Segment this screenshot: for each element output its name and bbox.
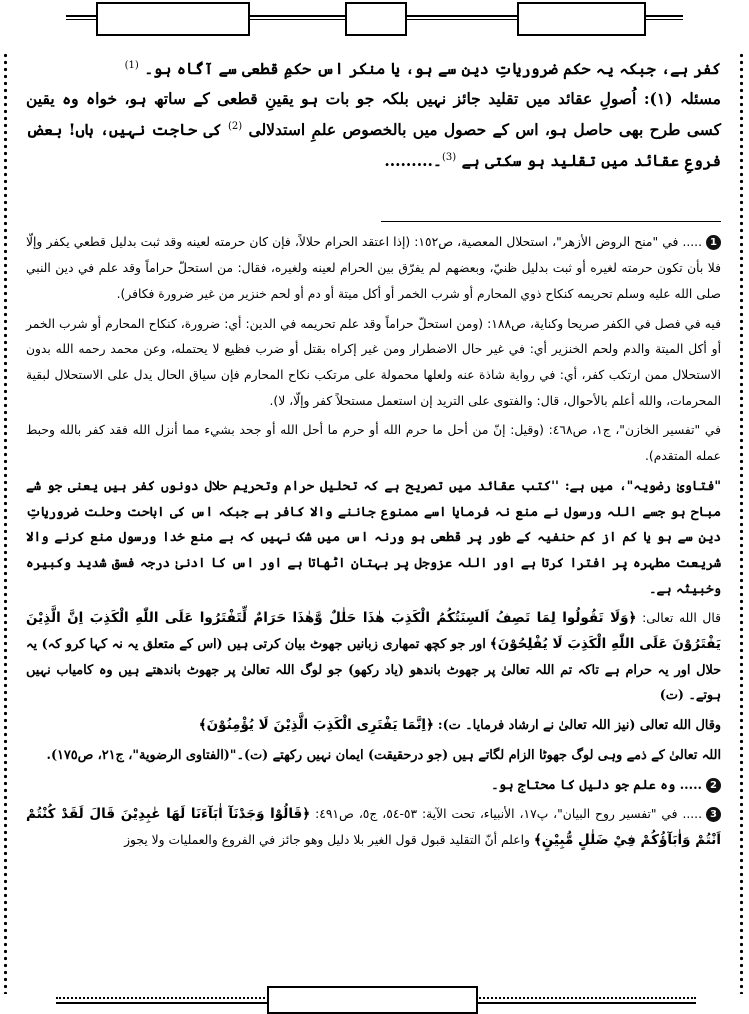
footnote-1-quran-1: قال الله تعالى: ﴿وَلَا تَقُولُوا لِمَا تَصِفُ اَلسِنَتُكُمُ الْكَذِبَ هٰذَا حَلٰلٌ وَّهٰذَا حَرَامٌ لِّتَفْتَرُوا عَلَى اللّٰهِ الْكَذِبَ اِنَّ الَّذِيْنَ يَفْتَرُوْنَ عَلَى اللّٰهِ الْكَذِبَ لَا يُفْلِحُوْنَ﴾ اور جو کچھ تمھاری زبانیں جھوٹ بیان کرتی ہیں (اس کے متعلق یہ نہ کہا کرو کہ) یہ حلال اور یہ حرام ہے تاکہ تم اللہ تعالیٰ پر جھوٹ باندھو (یاد رکھو) جو لوگ اللہ تعالیٰ پر جھوٹ باندھتے ہیں وہ کامیاب نہیں ہوتے۔ (ت) [26, 610, 721, 704]
header-box-right [517, 2, 646, 36]
footnote-1-quran-2: وقال الله تعالى (نیز اللہ تعالیٰ نے ارشاد فرمایا۔ ت): ﴿اِنَّمَا يَفْتَرِى الْكَذِبَ الَّذِيْنَ لَا يُؤْمِنُوْنَ﴾ [198, 717, 721, 734]
quran-verse-2: ﴿اِنَّمَا يَفْتَرِى الْكَذِبَ الَّذِيْنَ لَا يُؤْمِنُوْنَ﴾ [198, 717, 434, 734]
footnote-number-2: 2 [706, 778, 721, 793]
right-ornament-border [740, 52, 743, 994]
quran-verse-3: ﴿قَالُوْا وَجَدْنَآ اٰبَآءَنَا لَهَا عٰبِدِيْنَ قَالَ لَقَدْ كُنْتُمْ اَنْتُمْ وَاٰبَآؤُكُمْ فِيْ ضَلٰلٍ مُّبِيْنٍ﴾ [26, 806, 721, 848]
footnote-separator [381, 221, 721, 222]
footnote-1-para-3: في "تفسير الخازن"، ج١، ص٤٦٨: (وقيل: إنّ من أحل ما حرم الله أو حرم ما أحل الله أو جحد بشيء مما أنزل الله فقد كفر بالله وحبط عمله المتقدم). [26, 423, 721, 464]
footnote-number-1: 1 [706, 235, 721, 250]
footnote-1-para-1: 1..... في "منح الروض الأزهر"، استحلال المعصية، ص١٥٢: (إذا اعتقد الحرام حلالاً، فإن كان حرمته لعينه وقد ثبت بدليل قطعي يكفر وإلّا فلا بأن تكون حرمته لغيره أو ثبت بدليل ظنيّ، وبعضهم لم يفرّق بين الحرام لعينه ولغيره، فقال: من استحلّ حراماً وقد علم في دين النبي صلى الله عليه وسلم تحريمه كنكاح ذوي المحارم أو شرب الخمر أو أكل ميتة أو دم أو لحم خنزير من غير ضرورة فكافر). [26, 235, 721, 301]
header-box-left [96, 2, 250, 36]
page-content [26, 52, 721, 858]
footnote-1-fatawa-quote: "فتاویٰ رضویہ"، میں ہے: ''کتب عقائد میں تصریح ہے کہ تحلیل حرام وتحریم حلال دونوں کفر ہیں یعنی جو شے مباح ہو جسے اللہ ورسول نے منع نہ فرمایا اسے ممنوع جاننے والا کافر ہے جبکہ اس کی اباحت وحلت ضروریاتِ دین سے ہو یا کم از کم حنفیہ کے طور پر قطعی ہو ورنہ اس میں شک نہیں کہ بے منع خدا ورسول منع کرنے والا شریعت مطہرہ پر افترا کرتا ہے اور اللہ عزوجل پر بہتان اٹھاتا ہے اور اس کا ادنیٰ درجہ فسق شدید وکبیرہ وخبیثہ ہے۔ [26, 478, 721, 597]
footnote-1-para-2: فيه في فصل في الكفر صريحا وكناية، ص١٨٨: (ومن استحلّ حراماً وقد علم تحريمه في الدين: أي: ضرورة، كنكاح المحارم أو شرب الخمر أو أكل الميتة والدم ولحم الخنزير أي: في غير حال الاضطرار ومن غير إكراه بقتل أو ضرب فظيع لا يحتمله، وعن محمد رحمه الله بدون الاستحلال ممن ارتكب كفر، أي: في رواية شاذة عنه ولعلها محمولة على مرتكب نكاح المحارم فإن سياق الحال يدل على الاستحلال لبقية المحرمات، والله أعلم بالأحوال، قال: والفتوى على التريد إن استعمل مستحلاً كفر وإلّا، لا). [26, 316, 721, 408]
main-line-1: کفر ہے، جبکہ یہ حکم ضروریاتِ دین سے ہو، یا منکر اس حکمِ قطعی سے آگاہ ہو۔ $^{(1)}$ [124, 59, 721, 79]
left-ornament-border [4, 52, 7, 994]
quran-verse-1-translation: اور جو کچھ تمھاری زبانیں جھوٹ بیان کرتی ہیں (اس کے متعلق یہ نہ کہا کرو کہ) یہ حلال اور یہ حرام ہے تاکہ تم اللہ تعالیٰ پر جھوٹ باندھو (یاد رکھو) جو لوگ اللہ تعالیٰ پر جھوٹ باندھتے ہیں وہ کامیاب نہیں ہوتے۔ (ت) [26, 637, 721, 704]
footnote-2: 2..... وہ علم جو دلیل کا محتاج ہو۔ [26, 773, 721, 799]
main-text [26, 52, 721, 175]
footnotes [26, 230, 721, 853]
footnote-ref-2: (2) [228, 121, 243, 133]
masala-label: مسئلہ (۱): [643, 89, 721, 109]
footnote-number-3: 3 [706, 807, 721, 822]
masala-paragraph: مسئلہ (۱): اُصولِ عقائد میں تقلید جائز نہیں بلکہ جو بات ہو یقینِ قطعی کے ساتھ ہو، خواہ وہ یقین کسی طرح بھی حاصل ہو، اس کے حصول میں بالخصوص علمِ استدلالی $^{(2)}$ کی حاجت نہیں، ہاں! بعض فروعِ عقائد میں تقلید ہو سکتی ہے $^{(3)}$۔......... [26, 89, 721, 171]
quran-verse-1: ﴿وَلَا تَقُولُوا لِمَا تَصِفُ اَلسِنَتُكُمُ الْكَذِبَ هٰذَا حَلٰلٌ وَّهٰذَا حَرَامٌ لِّتَفْتَرُوا عَلَى اللّٰهِ الْكَذِبَ اِنَّ الَّذِيْنَ يَفْتَرُوْنَ عَلَى اللّٰهِ الْكَذِبَ لَا يُفْلِحُوْنَ﴾ [26, 610, 721, 653]
footnote-ref-1: (1) [124, 60, 139, 71]
header-box-center [345, 2, 407, 36]
footnote-1-quran-2-translation: اللہ تعالیٰ کے ذمے وہی لوگ جھوٹا الزام لگاتے ہیں (جو درحقیقت) ایمان نہیں رکھتے (ت)۔"(الفتاوی الرضویة"، ج٢١، ص١٧٥). [46, 747, 721, 763]
footnote-3: 3..... في "تفسير روح البيان"، پ١٧، الأنبياء، تحت الآية: ٥٣-٥٤، ج٥، ص٤٩١: ﴿قَالُوْا وَجَدْنَآ اٰبَآءَنَا لَهَا عٰبِدِيْنَ قَالَ لَقَدْ كُنْتُمْ اَنْتُمْ وَاٰبَآؤُكُمْ فِيْ ضَلٰلٍ مُّبِيْنٍ﴾ واعلم أنّ التقليد قبول قول الغير بلا دليل وهو جائز في الفروع والعمليات ولا يجوز [26, 806, 721, 848]
footer-box [267, 986, 478, 1014]
footnote-ref-3: (3) [441, 152, 457, 164]
